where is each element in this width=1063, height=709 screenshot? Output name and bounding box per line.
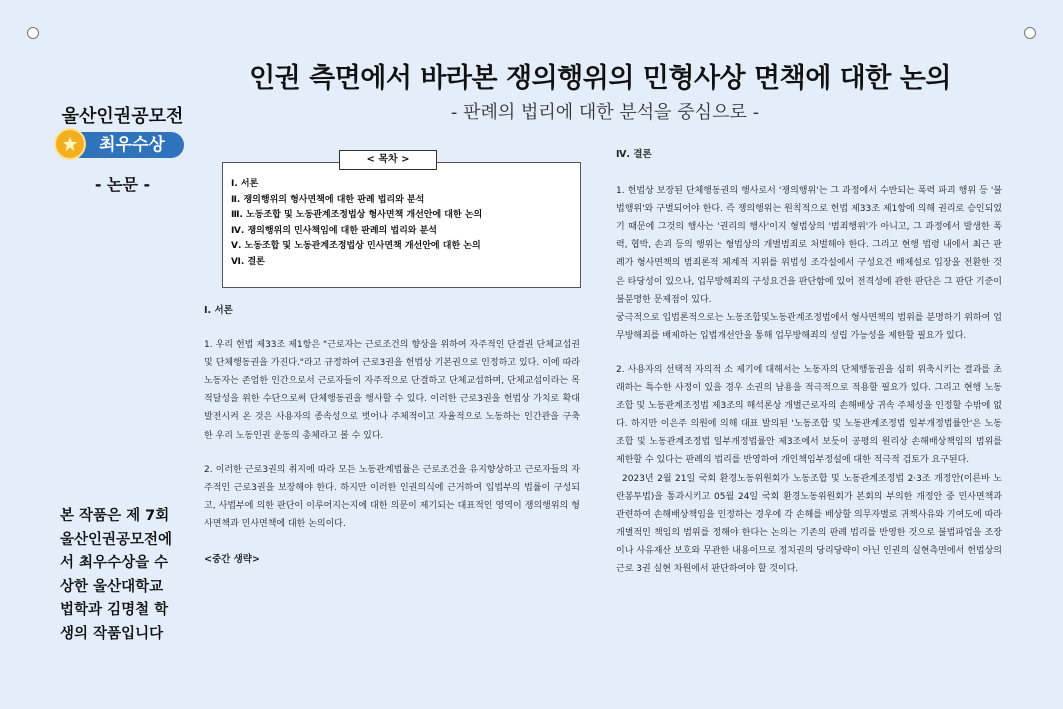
toc-item: Ⅱ. 쟁의행위의 형사면책에 대한 판례 법리와 분석 <box>231 194 425 205</box>
right-column <box>616 146 1002 578</box>
paragraph: 궁극적으로 입법론적으로는 노동조합및노동관계조정법에서 형사면책의 범위를 분명하기 위하여 업무방해죄를 배제하는 입법개선안을 통해 업무방해죄의 성립 가능성을 제한할 필요가 있다. <box>616 312 1002 341</box>
award-note: 본 작품은 제 7회 울산인권공모전에서 최우수상을 수상한 울산대학교 법학과 김명철 학생의 작품입니다 <box>60 508 173 642</box>
table-of-contents <box>222 162 581 288</box>
section-heading: Ⅳ. 결론 <box>616 149 652 160</box>
paragraph: 2. 이러한 근로3권의 취지에 따라 모든 노동관계법률은 근로조건을 유지향상하고 근로자들의 자주적인 근로3권을 보장해야 한다. 하지만 이러한 인권의식에 근거하여 입법부의 법률이 구성되고, 사법부에 의한 판단이 이루어지는지에 대한 의문이 제기되는 대표적인 영역이 쟁의행위의 형사면책과 민사면책에 대한 논의이다. <box>204 464 580 529</box>
contest-name: 울산인권공모전 <box>61 106 184 127</box>
award-label: 최우수상 <box>68 132 184 158</box>
paragraph: 2023년 2월 21일 국회 환경노동위원회가 노동조합 및 노동관계조정법 2·3조 개정안(이른바 노란봉투법)을 통과시키고 05월 24일 국회 환경노동위원회가 본회의 부의한 개정안 중 민사면책과 관련하여 손해배상책임을 인정하는 경우에 각 손해를 배상할 의무자별로 귀책사유와 기여도에 따라 개별적인 책임의 범위를 정해야 한다는 논의는 기존의 판례 법리를 반영한 것으로 불법파업을 조장이나 사유재산 보호와 무관한 내용이므로 정치권의 당리당략이 아닌 인권의 실현측면에서 헌법상의 근로 3권 실현 차원에서 판단하여야 할 것이다. <box>616 473 1002 574</box>
award-badge <box>54 128 186 162</box>
omission-note: <중간 생략> <box>204 554 260 566</box>
toc-label: < 목차 > <box>339 150 437 170</box>
binder-hole-right <box>1024 27 1036 39</box>
work-type: - 논문 - <box>94 175 151 194</box>
left-column <box>204 302 580 569</box>
toc-item: Ⅲ. 노동조합 및 노동관계조정법상 형사면책 개선안에 대한 논의 <box>231 210 483 220</box>
paragraph: 1. 우리 헌법 제33조 제1항은 "근로자는 근로조건의 향상을 위하여 자주적인 단결권 단체교섭권 및 단체행동권을 가진다."라고 규정하여 근로3권을 헌법상 기본권으로 인정하고 있다. 이에 따라 노동자는 존엄한 인간으로서 근로자들이 자주적으로 단결하고 단체교섭하며, 단체교섭이라는 목적달성을 위한 수단으로써 단체행동권을 행사할 수 있다. 이러한 근로3권을 헌법상 가치로 확대 발전시켜 온 것은 사용자의 종속성으로 벗어나 주체적이고 자율적으로 노동하는 인간관을 구축한 우리 노동인권 운동의 총체라고 볼 수 있다. <box>204 340 580 441</box>
toc-item: Ⅳ. 쟁의행위의 민사책임에 대한 판례의 법리와 분석 <box>231 225 437 236</box>
paragraph: 2. 사용자의 선택적 자의적 소 제기에 대해서는 노동자의 단체행동권을 심히 위축시키는 결과를 초래하는 특수한 사정이 있을 경우 소권의 남용을 적극적으로 적용할 필요가 있다. 그리고 현행 노동조합 및 노동관계조정법 제3조의 해석론상 개별근로자의 손해배상 귀속 주체성을 인정할 수밖에 없다. 하지만 이은주 의원에 의해 대표 발의된 '노동조합 및 노동관계조정법 일부개정법률안'은 노동조합 및 노동관계조정법 일부개정법률안 제3조에서 보듯이 공평의 원리상 손해배상책임의 범위를 제한할 수 있다는 판례의 법리를 반영하여 개인책임부정설에 대한 적극적 검토가 요구된다. <box>616 364 1002 466</box>
toc-item: Ⅴ. 노동조합 및 노동관계조정법상 민사면책 개선안에 대한 논의 <box>231 241 481 251</box>
page-subtitle: - 판례의 법리에 대한 분석을 중심으로 - <box>450 102 760 123</box>
paragraph: 1. 헌법상 보장된 단체행동권의 행사로서 '쟁의행위'는 그 과정에서 수반되는 폭력 파괴 행위 등 '불법행위'와 구별되어야 한다. 즉 쟁의행위는 원칙적으로 헌법 제33조 제1항에 의해 권리로 승인되었기 때문에 그것의 행사는 '권리의 행사'이지 형법상의 '범죄행위'가 아니고, 그 과정에서 발생한 폭력, 협박, 손괴 등의 행위는 형법상의 개별범죄로 처벌해야 한다. 그리고 현행 법령 내에서 최근 판례가 형사면책의 범죄론적 체계적 지위를 위법성 조각설에서 구성요건 배제설로 입장을 전환한 것은 타당성이 있으나, 업무방해죄의 구성요건을 판단함에 있어 전격성에 관한 판단은 그 판단 기준이 불분명한 문제점이 있다. <box>616 186 1002 305</box>
medal-icon <box>54 128 86 160</box>
toc-item: Ⅵ. 결론 <box>231 256 265 267</box>
section-heading: Ⅰ. 서론 <box>204 305 233 316</box>
toc-list <box>231 177 482 270</box>
binder-hole-left <box>27 27 39 39</box>
page-title: 인권 측면에서 바라본 쟁의행위의 민형사상 면책에 대한 논의 <box>249 63 951 94</box>
toc-item: Ⅰ. 서론 <box>231 179 259 189</box>
